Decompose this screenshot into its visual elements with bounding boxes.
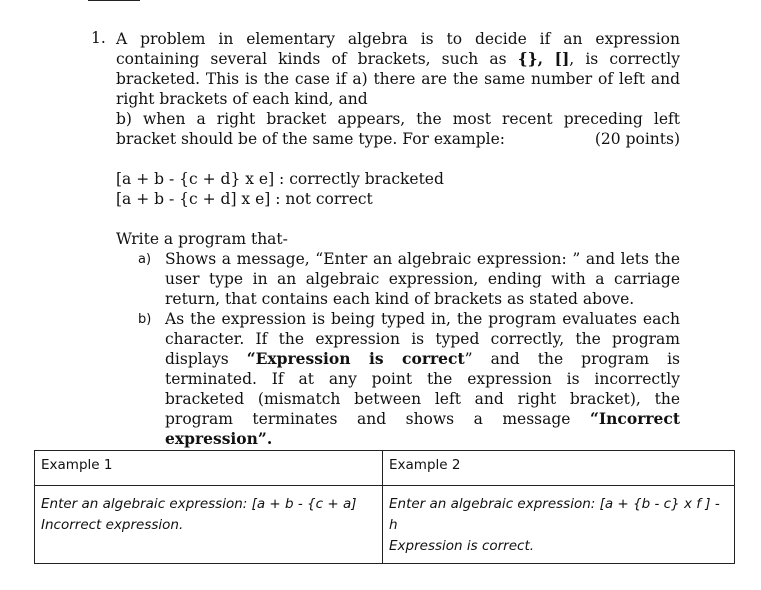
example-2-prompt: Enter an algebraic expression: [a + {b - c} x f ] - h — [389, 496, 720, 533]
example-1-cell — [35, 486, 383, 564]
question-intro: A problem in elementary algebra is to decide if an expression containing several kinds of brackets, such as {}, [], is correctly bracketed. This is the case if a) there are the same number of left and right brackets of each kind, and — [116, 30, 680, 108]
task-a-label: a) — [138, 252, 152, 267]
question-body — [116, 29, 680, 449]
example-correct: [a + b - {c + d} x e] : correctly bracketed — [116, 170, 444, 188]
header-example-2: Example 2 — [383, 451, 735, 486]
points: (20 points) — [594, 130, 680, 148]
correct-message: “Expression is correct — [246, 349, 465, 368]
example-2-result: Expression is correct. — [389, 538, 535, 554]
table-header-row — [35, 451, 735, 486]
incorrect-message: “Incorrect expression”. — [165, 409, 680, 448]
top-rule — [88, 0, 140, 1]
question-number: 1. — [91, 29, 106, 47]
table-row — [35, 486, 735, 564]
task-b-label: b) — [138, 312, 152, 327]
task-b — [116, 309, 680, 449]
example-1-prompt: Enter an algebraic expression: [a + b - {c + a] — [41, 496, 357, 512]
example-incorrect: [a + b - {c + d] x e] : not correct — [116, 190, 373, 208]
example-1-result: Incorrect expression. — [41, 517, 184, 533]
condition-b-text: b) when a right bracket appears, the most recent preceding left bracket should be of the same type. For example: (20 points) — [116, 110, 680, 148]
example-2-cell — [383, 486, 735, 564]
program-intro: Write a program that- — [116, 230, 288, 248]
bracket-symbols: {}, [] — [517, 49, 570, 68]
task-a — [116, 249, 680, 309]
task-b-text: As the expression is being typed in, the program evaluates each character. If the expression is typed correctly, the program displays “Expression is correct” and the program is terminated. If at any point the expression is incorrectly bracketed (mismatch between left and right bracket), the program terminates and shows a message “Incorrect expression”. — [165, 310, 681, 448]
task-a-text: Shows a message, “Enter an algebraic expression: ” and lets the user type in an algebraic expression, ending with a carriage return, that contains each kind of brackets as stated above. — [165, 250, 680, 308]
header-example-1: Example 1 — [35, 451, 383, 486]
examples-table — [34, 450, 735, 564]
